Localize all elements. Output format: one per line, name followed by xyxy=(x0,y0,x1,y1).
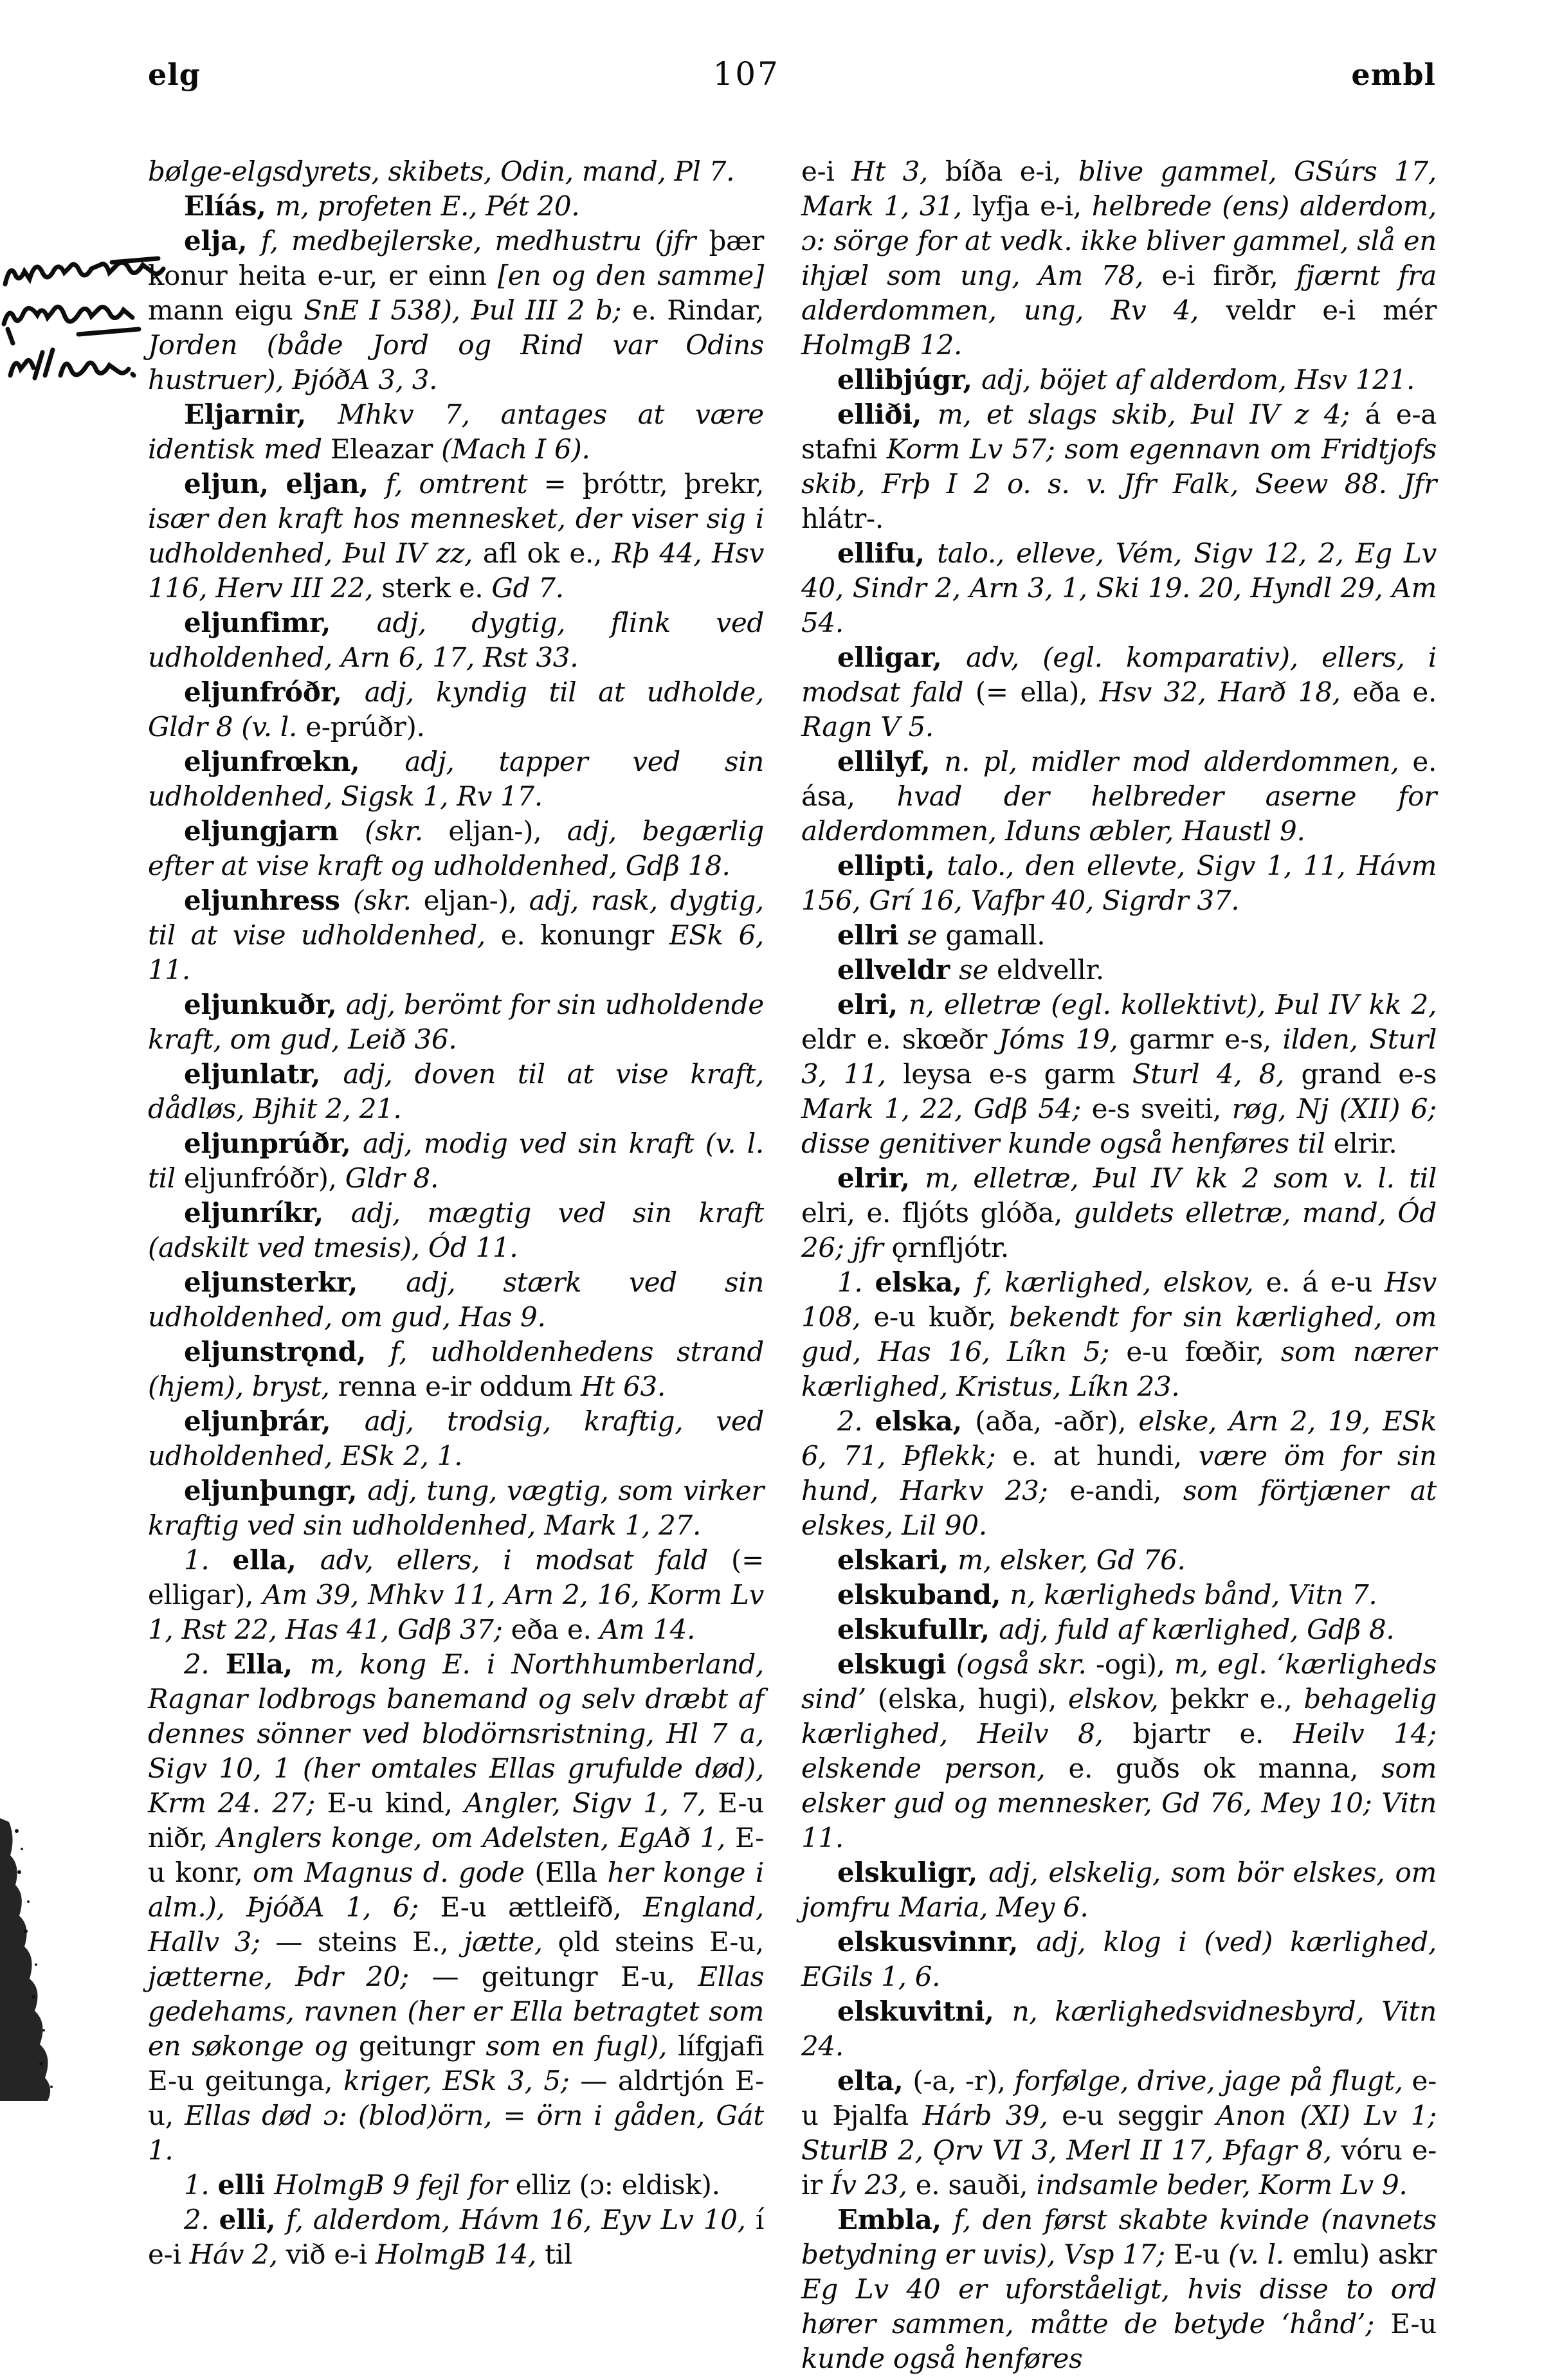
entry-text: Ragn V 5. xyxy=(801,711,934,743)
entry-text: elri, e. fljóts glóða, xyxy=(801,1197,1074,1229)
entry-text: sterk e. xyxy=(381,572,492,604)
entry-text: ilden, Sturl 3, 11, xyxy=(801,1023,1437,1090)
entry-text: e. guðs ok manna, xyxy=(1068,1753,1382,1784)
entry-text: E-u xyxy=(1174,2239,1228,2270)
entry-text: adj, berömt for sin udholdende kraft, om gud, Leið 36. xyxy=(148,989,764,1055)
entry-text: E-u kind, xyxy=(327,1787,465,1819)
entry-text: (= elligar), xyxy=(148,1544,764,1610)
entry-text: Ellas gedehams, ravnen (her er Ella betragtet som en søkonge og xyxy=(148,1961,764,2062)
headword: elskuvitni, xyxy=(837,1996,1012,2027)
entry-text: behagelig kærlighed, Heilv 8, xyxy=(801,1683,1437,1749)
headword: eljunlatr, xyxy=(184,1058,343,1090)
entry-text: E-u xyxy=(1390,2308,1437,2339)
dictionary-entry xyxy=(148,1126,764,1196)
dictionary-entry xyxy=(801,640,1437,744)
entry-text: Gldr 8. xyxy=(345,1162,439,1194)
headword: eljunþungr, xyxy=(184,1475,368,1506)
text-column-right xyxy=(801,154,1437,2376)
entry-text: her konge i alm.), ÞjóðA 1, 6; xyxy=(148,1857,764,1923)
entry-text: mann eigu xyxy=(148,294,304,326)
entry-text: blive gammel, GSúrs 17, Mark 1, 31, xyxy=(801,156,1437,222)
entry-text: som elsker gud og mennesker, Gd 76, Mey 10; Vitn 11. xyxy=(801,1753,1437,1853)
entry-text: Ív 23, xyxy=(830,2169,916,2201)
entry-text: Gd 7. xyxy=(491,572,564,604)
entry-text: eða e. xyxy=(1352,676,1437,708)
dictionary-entry xyxy=(148,2203,764,2272)
entry-text: m, profeten E., Pét 20. xyxy=(275,190,580,222)
headword: ellibjúgr, xyxy=(837,364,982,395)
headword: elskari, xyxy=(837,1544,958,1576)
entry-text: adj, doven til at vise kraft, dådløs, Bjhit 2, 21. xyxy=(148,1058,765,1124)
entry-text: som förtjæner at elskes, Lil 90. xyxy=(801,1475,1437,1541)
entry-text: f, den først skabte kvinde (navnets betydning er uvis), Vsp 17; xyxy=(801,2204,1437,2270)
entry-text: við e-i xyxy=(286,2239,376,2270)
entry-text: (aða, -aðr), xyxy=(975,1405,1139,1437)
entry-text: adj, begærlig efter at vise kraft og udholdenhed, Gdβ 18. xyxy=(148,815,764,881)
entry-text: som en fugl), xyxy=(486,2030,678,2062)
entry-text: 2. xyxy=(184,2204,219,2235)
headword: eljunstrǫnd, xyxy=(184,1336,390,1367)
entry-text: E-u niðr, xyxy=(148,1787,764,1853)
entry-text: adv, ellers, i modsat fald xyxy=(320,1544,731,1576)
entry-text: Sturl 4, 8, xyxy=(1132,1058,1302,1090)
entry-text: Anon (XI) Lv 1; SturlB 2, Ǫrv VI 3, Merl II 17, Þfagr 8, xyxy=(801,2100,1437,2166)
entry-text: e-u kuðr, xyxy=(873,1301,1010,1333)
dictionary-entry xyxy=(801,2064,1437,2203)
entry-text: lífgjafi E-u geitunga, xyxy=(148,2030,765,2096)
entry-text: adj, rask, dygtig, til at vise udholdenhed, xyxy=(148,885,764,951)
entry-text: Ht 3, xyxy=(851,156,945,187)
entry-text: om Magnus d. gode xyxy=(253,1857,535,1888)
entry-text: lyfja e-i, xyxy=(972,190,1092,222)
entry-text: leysa e-s garm xyxy=(903,1058,1132,1090)
entry-text: ǫld steins E-u, xyxy=(558,1926,764,1958)
ink-smudge-artifact xyxy=(0,1818,77,2101)
headword: elska, xyxy=(875,1267,976,1298)
entry-text: som nærer kærlighed, Kristus, Líkn 23. xyxy=(801,1336,1437,1402)
headword: eljunfimr, xyxy=(184,607,377,638)
dictionary-entry xyxy=(148,675,764,744)
headword: eljunprúðr, xyxy=(184,1128,363,1159)
entry-text: adj, klog i (ved) kærlighed, EGils 1, 6. xyxy=(801,1926,1437,1992)
headword: elligar, xyxy=(837,642,967,673)
entry-text: kriger, ESk 3, 5; xyxy=(343,2065,581,2096)
entry-text: á e-a stafni xyxy=(801,399,1437,465)
entry-text: n, elletræ (egl. kollektivt), Þul IV kk 2, xyxy=(908,989,1437,1020)
entry-text: (elska, hugi), xyxy=(877,1683,1069,1715)
entry-text: hlátr-. xyxy=(801,503,884,534)
dictionary-entry xyxy=(148,1543,764,1647)
dictionary-entry xyxy=(801,1543,1437,1578)
entry-text: — geitungr E-u, xyxy=(431,1961,698,1992)
entry-text: m, egl. ‘kærligheds sind’ xyxy=(801,1648,1437,1715)
text-column-left xyxy=(148,154,764,2272)
entry-text: f, kærlighed, elskov, xyxy=(975,1267,1266,1298)
entry-text: Anglers konge, om Adelsten, EgAð 1, xyxy=(217,1822,735,1853)
entry-text: Jorden (både Jord og Rind var Odins hustruer), ÞjóðA 3, 3. xyxy=(148,329,764,395)
dictionary-entry xyxy=(148,1474,764,1543)
dictionary-entry xyxy=(148,744,764,814)
entry-text: adv, (egl. komparativ), ellers, i modsat fald xyxy=(801,642,1437,708)
entry-text: geitungr xyxy=(358,2030,486,2062)
entry-text: f, udholdenhedens strand (hjem), bryst, xyxy=(148,1336,764,1402)
entry-text: Angler, Sigv 1, 7, xyxy=(464,1787,718,1819)
entry-text: eldr e. skœðr xyxy=(801,1023,999,1055)
entry-text: — steins E., xyxy=(275,1926,464,1958)
entry-continuation xyxy=(148,154,764,189)
entry-text: helbrede (ens) alderdom, ɔ: sörge for at vedk. ikke bliver gammel, slå en ihjæl som ung, Am 78, xyxy=(801,190,1437,291)
entry-text: adj, elskelig, som bör elskes, om jomfru Maria, Mey 6. xyxy=(801,1857,1437,1923)
headword: Ella, xyxy=(225,1648,310,1680)
page-number: 107 xyxy=(713,55,780,93)
entry-text: eljan-), xyxy=(423,885,529,916)
entry-text: m, elletræ, Þul IV kk 2 som v. l. til xyxy=(925,1162,1437,1194)
dictionary-entry xyxy=(148,1196,764,1265)
entry-text: n, kærlighedsvidnesbyrd, Vitn 24. xyxy=(801,1996,1437,2062)
dictionary-entry xyxy=(801,744,1437,849)
entry-text: -ogi), xyxy=(1095,1648,1175,1680)
headword: eljunkuðr, xyxy=(184,989,346,1020)
entry-text: eljunfróðr), xyxy=(183,1162,345,1194)
entry-text: e. Rindar, xyxy=(631,294,764,326)
headword: eljungjarn xyxy=(184,815,365,847)
entry-text: m, kong E. i Northhumberland, Ragnar lodbrogs banemand og selv dræbt af dennes sönner ved blodörnsristning, Hl 7 a, Sigv 10, 1 (her omtales Ellas grufulde død), Krm 24. 27; xyxy=(148,1648,764,1819)
entry-text: n, kærligheds bånd, Vitn 7. xyxy=(1010,1579,1377,1610)
entry-text: Ellas død ɔ: (blod)örn, xyxy=(185,2100,504,2131)
entry-text: (v. l. xyxy=(1228,2239,1293,2270)
entry-text: 1. xyxy=(837,1267,875,1298)
entry-text: 2. xyxy=(184,1648,226,1680)
entry-text: HolmgB 12. xyxy=(801,329,963,361)
dictionary-entry xyxy=(148,1265,764,1335)
entry-text: eða e. xyxy=(511,1614,600,1645)
entry-text: E-u ættleifð, xyxy=(440,1891,644,1923)
entry-text: adj, tung, vægtig, som virker kraftig ved sin udholdenhed, Mark 1, 27. xyxy=(148,1475,765,1541)
headword: eljunfróðr, xyxy=(184,676,365,708)
entry-text: þær konur heita e-ur, er einn xyxy=(148,225,764,291)
entry-text: (= ella), xyxy=(975,676,1100,708)
dictionary-entry xyxy=(801,1994,1437,2064)
entry-text: — aldrtjón E-u, xyxy=(148,2065,764,2131)
dictionary-entry xyxy=(801,1404,1437,1543)
headword: ellifu, xyxy=(837,537,938,569)
entry-text: vóru e-ir xyxy=(801,2134,1437,2201)
dictionary-entry xyxy=(801,918,1437,953)
dictionary-entry xyxy=(801,1612,1437,1647)
entry-text: m, et slags skib, Þul IV z 4; xyxy=(937,399,1365,430)
dictionary-entry xyxy=(801,536,1437,640)
dictionary-entry xyxy=(801,1161,1437,1265)
headword: elskusvinnr, xyxy=(837,1926,1037,1958)
entry-text: elske, Arn 2, 19, ESk 6, 71, Þflekk; xyxy=(801,1405,1437,1472)
dictionary-entry xyxy=(801,1855,1437,1925)
entry-text: adj, böjet af alderdom, Hsv 121. xyxy=(981,364,1415,395)
entry-text: 1. xyxy=(184,1544,233,1576)
entry-text: HolmgB 9 fejl for xyxy=(274,2169,516,2201)
entry-text: til xyxy=(545,2239,572,2270)
dictionary-entry xyxy=(801,1265,1437,1404)
entry-text: e. ása, xyxy=(801,746,1437,812)
entry-text: Hsv 108, xyxy=(801,1267,1437,1333)
entry-text: se xyxy=(907,919,946,951)
headword: elrir, xyxy=(837,1162,925,1194)
entry-text: adj, trodsig, kraftig, ved udholdenhed, ESk 2, 1. xyxy=(148,1405,765,1472)
headword: eljunhress xyxy=(184,885,353,916)
entry-text: emlu) askr xyxy=(1292,2239,1437,2270)
entry-text: Heilv 14; elskende person, xyxy=(801,1718,1437,1784)
dictionary-entry xyxy=(148,883,764,987)
dictionary-entry xyxy=(148,2168,764,2203)
dictionary-entry xyxy=(148,1057,764,1126)
headword: elskuligr, xyxy=(837,1857,989,1888)
entry-text: adj, stærk ved sin udholdenhed, om gud, Has 9. xyxy=(148,1267,764,1333)
headword: Eljarnir, xyxy=(184,399,338,430)
dictionary-entry xyxy=(801,2203,1437,2376)
entry-text: = þróttr, þrekr, xyxy=(543,468,765,500)
entry-text: afl ok e., xyxy=(482,537,612,569)
entry-text: Mark 1, 22, Gdβ 54; xyxy=(801,1093,1092,1124)
entry-text: hvad der helbreder aserne for alderdommen, Iduns æbler, Haustl 9. xyxy=(801,780,1437,847)
entry-text: adj, dygtig, flink ved udholdenhed, Arn 6, 17, Rst 33. xyxy=(148,607,764,673)
entry-text: (Mach I 6). xyxy=(441,433,590,465)
entry-text: adj, tapper ved sin udholdenhed, Sigsk 1, Rv 17. xyxy=(148,746,764,812)
dictionary-entry xyxy=(148,224,764,397)
entry-text: (Ella xyxy=(534,1857,608,1888)
entry-text: 2. xyxy=(837,1405,875,1437)
headword: Embla, xyxy=(837,2204,954,2235)
entry-text: m, elsker, Gd 76. xyxy=(958,1544,1186,1576)
entry-text: eldvellr. xyxy=(997,954,1104,986)
dictionary-entry xyxy=(148,467,764,606)
entry-text: adj, mægtig ved sin kraft (adskilt ved tmesis), Ód 11. xyxy=(148,1197,764,1263)
entry-text: f, alderdom, Hávm 16, Eyv Lv 10, xyxy=(286,2204,756,2235)
headword: elli xyxy=(217,2169,275,2201)
entry-text: adj, kyndig til at udholde, Gldr 8 (v. l. xyxy=(148,676,764,743)
entry-text: elrir. xyxy=(1333,1128,1397,1159)
dictionary-entry xyxy=(148,814,764,883)
entry-text: Am 14. xyxy=(599,1614,696,1645)
page-header xyxy=(148,55,1436,93)
headword: elliði, xyxy=(837,399,938,430)
entry-text: þekkr e., xyxy=(1170,1683,1304,1715)
entry-text: e. sauði, xyxy=(915,2169,1037,2201)
entry-text: adj, fuld af kærlighed, Gdβ 8. xyxy=(999,1614,1395,1645)
entry-text: elliz (ɔ: eldisk). xyxy=(515,2169,720,2201)
entry-text: jætterne, Þdr 20; xyxy=(148,1961,432,1992)
headword: ellri xyxy=(837,919,908,951)
entry-text: 1. xyxy=(184,2169,218,2201)
entry-text: (skr. xyxy=(365,815,449,847)
entry-text: e-s sveiti, xyxy=(1091,1093,1232,1124)
dictionary-entry xyxy=(148,397,764,467)
entry-text: Ht 63. xyxy=(581,1371,666,1402)
entry-text: Eleazar xyxy=(330,433,442,465)
headword: ella, xyxy=(232,1544,320,1576)
entry-text: grand e-s xyxy=(1301,1058,1437,1090)
dictionary-entry xyxy=(801,397,1437,536)
entry-text: í e-i xyxy=(148,2204,765,2270)
entry-text: kunde også henføres xyxy=(801,2343,1083,2374)
entry-text: talo., den ellevte, Sigv 1, 11, Hávm 156, Grí 16, Vafþr 40, Sigrdr 37. xyxy=(801,850,1437,916)
headword: elskugi xyxy=(837,1648,956,1680)
entry-text: forfølge, drive, jage på flugt, xyxy=(1014,2065,1412,2096)
entry-text: e-prúðr). xyxy=(305,711,425,743)
headword: elli, xyxy=(219,2204,286,2235)
entry-text: eljan-), xyxy=(448,815,567,847)
dictionary-entry xyxy=(801,363,1437,397)
headword: elta, xyxy=(837,2065,913,2096)
headword: eljun, eljan, xyxy=(184,468,386,500)
dictionary-entry xyxy=(801,1925,1437,1994)
dictionary-entry xyxy=(148,1647,764,2168)
entry-text: indsamle beder, Korm Lv 9. xyxy=(1036,2169,1408,2201)
entry-text: Mhkv 7, antages at være identisk med xyxy=(148,399,764,465)
entry-text: Rþ 44, Hsv 116, Herv III 22, xyxy=(148,537,765,604)
headword: elja, xyxy=(184,225,261,257)
headword: elskufullr, xyxy=(837,1614,999,1645)
entry-text: elskov, xyxy=(1068,1683,1170,1715)
dictionary-entry xyxy=(801,953,1437,987)
headword: eljunþrár, xyxy=(184,1405,365,1437)
entry-text: = xyxy=(503,2100,537,2131)
entry-text: Háv 2, xyxy=(189,2239,286,2270)
entry-text: HolmgB 14, xyxy=(375,2239,545,2270)
entry-text: ǫrnfljótr. xyxy=(891,1232,1009,1263)
entry-text: bølge-elgsdyrets, skibets, Odin, mand, Pl 7. xyxy=(148,156,735,187)
entry-text: n. pl, midler mod alderdommen, xyxy=(944,746,1413,777)
entry-text: talo., elleve, Vém, Sigv 12, 2, Eg Lv 40, Sindr 2, Arn 3, 1, Ski 19. 20, Hyndl 29, Am 54. xyxy=(801,537,1437,638)
headword: elskuband, xyxy=(837,1579,1010,1610)
entry-text: garmr e-s, xyxy=(1129,1023,1283,1055)
dictionary-entry xyxy=(148,987,764,1057)
entry-text: være öm for sin hund, Harkv 23; xyxy=(801,1440,1437,1506)
dictionary-entry xyxy=(148,1335,764,1404)
entry-text: [en og den samme] xyxy=(497,260,764,291)
entry-text: Jóms 19, xyxy=(998,1023,1130,1055)
entry-text: f, medbejlerske, medhustru (jfr xyxy=(260,225,709,257)
entry-text: renna e-ir oddum xyxy=(338,1371,581,1402)
dictionary-entry xyxy=(801,849,1437,918)
entry-text: veldr e-i mér xyxy=(1226,294,1437,326)
dictionary-entry xyxy=(148,1404,764,1474)
entry-text: e-andi, xyxy=(1069,1475,1183,1506)
dictionary-entry xyxy=(801,1647,1437,1855)
entry-text: e. konungr xyxy=(500,919,669,951)
entry-text: især den kraft hos mennesket, der viser sig i udholdenhed, Þul IV zz, xyxy=(148,503,764,569)
entry-text: adj, modig ved sin kraft (v. l. til xyxy=(148,1128,764,1194)
headword: elska, xyxy=(875,1405,976,1437)
entry-text: e-u seggir xyxy=(1062,2100,1217,2131)
header-guide-left: elg xyxy=(148,57,201,92)
entry-text: e-u fœðir, xyxy=(1126,1336,1281,1367)
entry-text: guldets elletræ, mand, Ód 26; jfr xyxy=(801,1197,1437,1263)
entry-text: (skr. xyxy=(352,885,424,916)
entry-text: Am 39, Mhkv 11, Arn 2, 16, Korm Lv 1, Rst 22, Has 41, Gdβ 37; xyxy=(148,1579,765,1645)
entry-text: gamall. xyxy=(945,919,1046,951)
headword: ellveldr xyxy=(837,954,959,986)
entry-text: bekendt for sin kærlighed, om gud, Has 16, Líkn 5; xyxy=(801,1301,1437,1367)
entry-text: e-i firðr, xyxy=(1161,260,1296,291)
entry-text: örn i gåden, Gát 1. xyxy=(148,2100,765,2166)
entry-text: e. at hundi, xyxy=(1012,1440,1199,1472)
headword: eljunfrœkn, xyxy=(184,746,405,777)
entry-text: (-a, -r), xyxy=(913,2065,1015,2096)
entry-text: se xyxy=(959,954,997,986)
entry-text: Hsv 32, Harð 18, xyxy=(1099,676,1353,708)
headword: ellilyf, xyxy=(837,746,945,777)
dictionary-entry xyxy=(148,606,764,675)
entry-text: røg, Nj (XII) 6; disse genitiver kunde også henføres til xyxy=(801,1093,1437,1159)
headword: elri, xyxy=(837,989,909,1020)
entry-text: Hárb 39, xyxy=(922,2100,1062,2131)
headword: Elíás, xyxy=(184,190,275,222)
entry-text: bíða e-i, xyxy=(945,156,1078,187)
headword: eljunsterkr, xyxy=(184,1267,406,1298)
dictionary-entry xyxy=(801,1578,1437,1612)
entry-text: bjartr e. xyxy=(1132,1718,1293,1749)
entry-text: f, omtrent xyxy=(385,468,544,500)
entry-text: E-u konr, xyxy=(148,1822,764,1888)
entry-text: Eg Lv 40 er uforståeligt, hvis disse to ord hører sammen, måtte de betyde ‘hånd’; xyxy=(801,2273,1437,2339)
headword: eljunríkr, xyxy=(184,1197,351,1229)
headword: ellipti, xyxy=(837,850,947,881)
entry-text: Korm Lv 57; som egennavn om Fridtjofs skib, Frþ I 2 o. s. v. Jfr Falk, Seew 88. Jfr xyxy=(801,433,1437,500)
entry-text: fjærnt fra alderdommen, ung, Rv 4, xyxy=(801,260,1437,326)
entry-text: England, Hallv 3; xyxy=(148,1891,764,1958)
entry-text: jætte, xyxy=(464,1926,558,1958)
entry-continuation xyxy=(801,154,1437,363)
dictionary-entry xyxy=(801,987,1437,1161)
entry-text: SnE I 538), Þul III 2 b; xyxy=(304,294,632,326)
dictionary-entry xyxy=(148,189,764,224)
entry-text: e-i xyxy=(801,156,852,187)
entry-text: e-u Þjalfa xyxy=(801,2065,1437,2131)
entry-text: e. á e-u xyxy=(1266,1267,1385,1298)
header-guide-right: embl xyxy=(1351,57,1436,92)
entry-text: (også skr. xyxy=(956,1648,1096,1680)
entry-text: ESk 6, 11. xyxy=(148,919,764,986)
